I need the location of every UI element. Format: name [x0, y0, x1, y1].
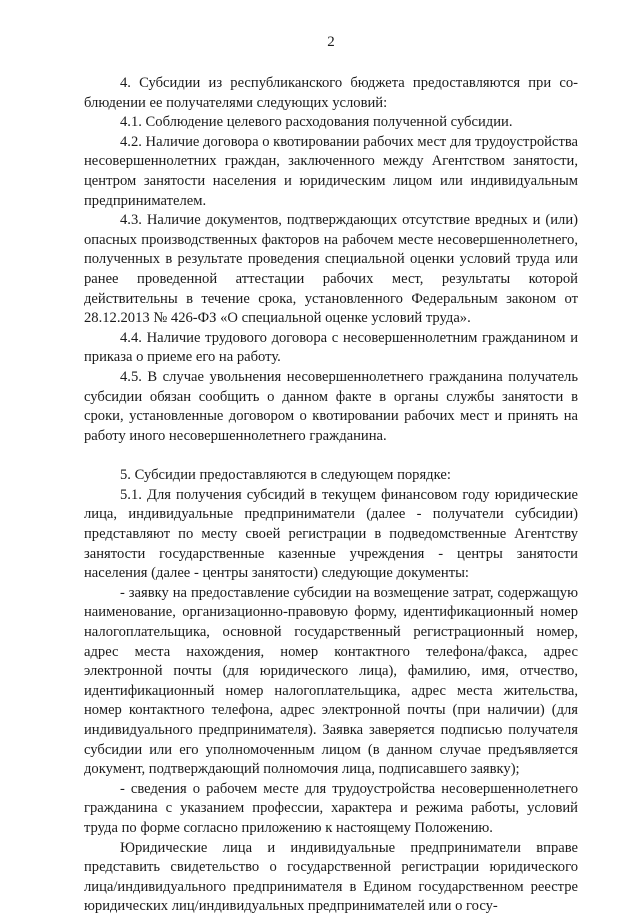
- clause-4-2: 4.2. Наличие договора о квотировании рабочих мест для трудоустройства несовершеннолетних граждан, заключенного между Агентством занятости, центром занятости населения и юридическим лицом или индивидуальным предпринимателем.: [84, 133, 578, 209]
- clause-5-1: 5.1. Для получения субсидий в текущем финансовом году юридические лица, индивидуальные предприниматели (далее - получатели субсидии) представляют по месту своей регистрации в подведомственные Агентству занятости государственные казенные учреждения - центры занятости населения (далее - центры занятости) следующие документы:: [84, 486, 578, 582]
- section-gap: [84, 446, 578, 466]
- workplace-info-item: - сведения о рабочем месте для трудоустройства несовершеннолетнего гражданина с указанием профессии, характера и режима работы, условий труда по форме согласно приложению к настоящему Положению.: [84, 780, 578, 836]
- clause-4-5: 4.5. В случае увольнения несовершеннолетнего гражданина получатель субсидии обязан сообщить о данном факте в органы службы занятости в сроки, установленные договором о квотировании рабочих мест и принять на работу иного несовершеннолетнего гражданина.: [84, 368, 578, 444]
- section-5-intro: 5. Субсидии предоставляются в следующем порядке:: [120, 467, 451, 484]
- clause-4-3: 4.3. Наличие документов, подтверждающих отсутствие вредных и (или) опасных производственных факторов на рабочем месте несовершеннолетнего, полученных в результате проведения специальной оценки условий труда или ранее проведенной аттестации рабочих мест, результаты которой действительны в течение срока, установленного Федеральным законом от 28.12.2013 № 426-ФЗ «О специальной оценке условий труда».: [84, 212, 578, 327]
- clause-4-4: 4.4. Наличие трудового договора с несовершеннолетним гражданином и приказа о приеме его на работу.: [84, 329, 578, 366]
- application-item: - заявку на предоставление субсидии на возмещение затрат, содержащую наименование, организационно-правовую форму, идентификационный номер налогоплательщика, основной государственный регистрационный номер, адрес места нахождения, номер контактного телефона/факса, адрес электронной почты (для юридического лица), фамилию, имя, отчество, идентификационный номер налогоплательщика, адрес места жительства, номер контактного телефона, адрес электронной почты (при наличии) (для индивидуального предпринимателя). Заявка заверяется подписью получателя субсидии или его уполномоченным лицом (в данном случае предъявляется документ, подтверждающий полномочия лица, подписавшего заявку);: [84, 584, 578, 778]
- clause-4-1: 4.1. Соблюдение целевого расходования полученной субсидии.: [120, 114, 513, 131]
- page-number: 2: [327, 34, 335, 50]
- registration-paragraph: Юридические лица и индивидуальные предприниматели вправе представить свидетельство о государственной регистрации юридического лица/индивидуального предпринимателя в Едином государственном реестре юридических лиц/индивидуальных предпринимателей или о госу-: [84, 839, 578, 915]
- section-4-intro: 4. Субсидии из республиканского бюджета предоставляются при соблюдении ее получателями следующих условий:: [84, 75, 578, 111]
